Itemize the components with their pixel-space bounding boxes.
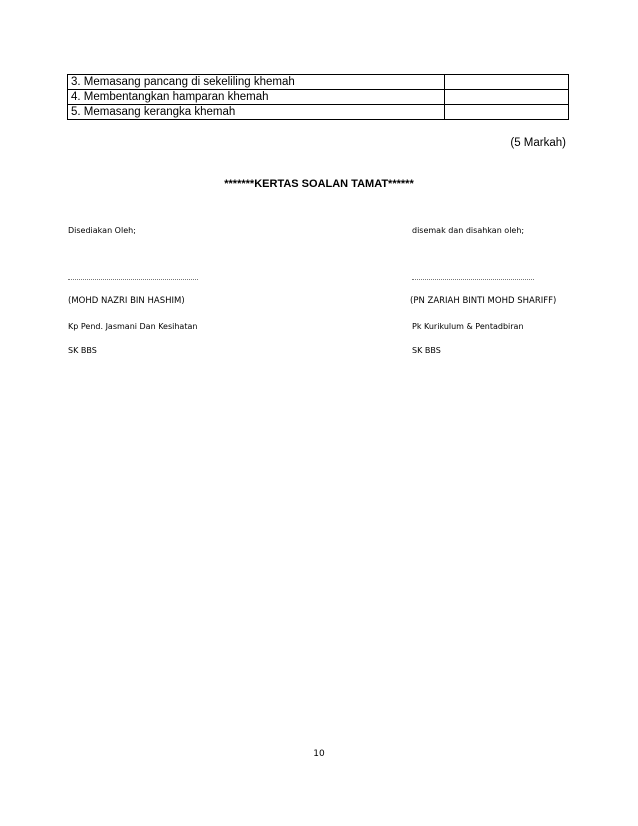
end-of-paper-text: *******KERTAS SOALAN TAMAT****** [224,178,414,190]
prepared-by-position: Kp Pend. Jasmani Dan Kesihatan [68,322,198,331]
steps-table [67,74,569,120]
verified-by-name: (PN ZARIAH BINTI MOHD SHARIFF) [410,296,557,306]
verified-signature-line [412,279,534,280]
table-row [68,105,569,120]
verified-by-school: SK BBS [412,346,441,355]
answer-cell[interactable] [445,90,569,105]
table-row [68,75,569,90]
step-text: 4. Membentangkan hamparan khemah [68,90,445,105]
prepared-by-label: Disediakan Oleh; [68,226,136,235]
prepared-by-school: SK BBS [68,346,97,355]
step-text: 3. Memasang pancang di sekeliling khemah [68,75,445,90]
page-number: 10 [313,749,325,759]
verified-by-position: Pk Kurikulum & Pentadbiran [412,322,524,331]
prepared-signature-line [68,279,198,280]
answer-cell[interactable] [445,75,569,90]
prepared-by-name: (MOHD NAZRI BIN HASHIM) [68,296,185,306]
verified-by-label: disemak dan disahkan oleh; [412,226,525,235]
answer-cell[interactable] [445,105,569,120]
marks-label: (5 Markah) [510,137,566,149]
step-text: 5. Memasang kerangka khemah [68,105,445,120]
table-row [68,90,569,105]
